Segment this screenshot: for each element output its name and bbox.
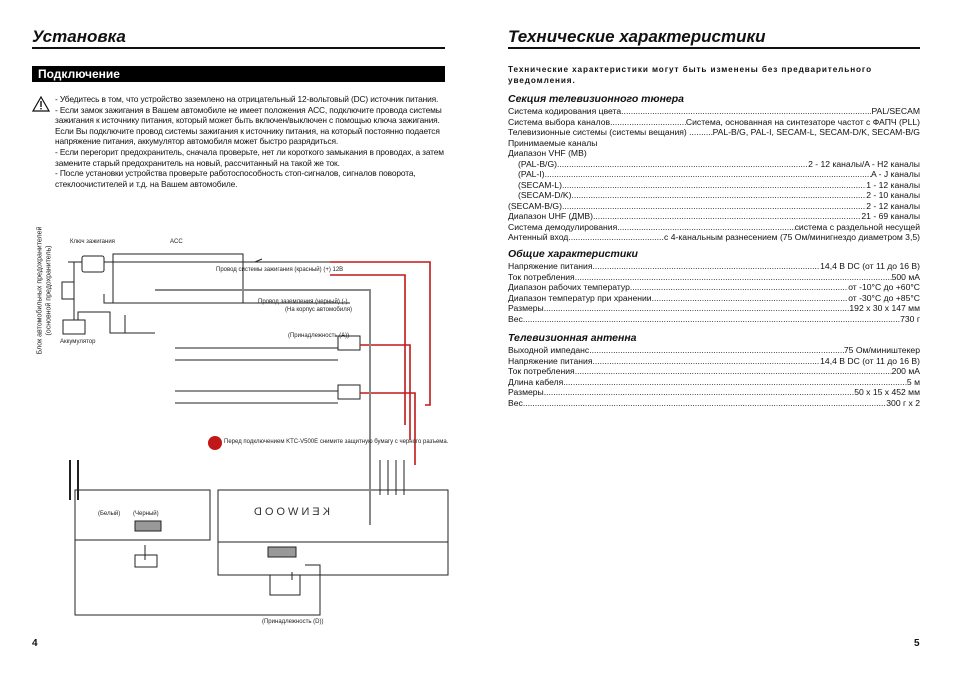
spec-label: Напряжение питания [508,355,593,366]
notice-label: Перед подключением KTC-V500E снимите защитную бумагу с черного разъема. [224,439,449,445]
spec-section-tuner [508,93,920,243]
dot-leader [571,190,866,201]
warning-text [55,94,447,189]
spec-label: Размеры [508,387,544,397]
spec-row [508,356,920,367]
dot-leader [593,356,821,367]
spec-value: 14,4 В DC (от 11 до 16 В) [820,355,920,366]
spec-label: (SECAM-D/K) [518,190,572,200]
dot-leader [589,345,844,356]
accessory-d-label: (Принадлежность (D)) [262,619,324,625]
spec-row [508,117,920,128]
kenwood-unit [218,490,448,575]
spec-label: (PAL-B/G) [518,158,557,169]
spec-value: 300 г x 2 [886,397,920,408]
warning-paragraph: - После установки устройства проверьте работоспособность стоп-сигналов, сигналов поворота, стеклоочистителей и т.д. на Вашем автомобиле. [55,168,416,189]
spec-label: Антенный вход [508,232,569,242]
warning-paragraph: - Убедитесь в том, что устройство заземлено на отрицательный 12-вольтовый (DC) источник питания. [55,94,439,104]
spec-row [508,148,920,159]
spec-row [508,180,920,191]
spec-label: Диапазон VHF (МВ) [508,148,587,158]
dot-leader [562,201,866,212]
section-heading: Общие характеристики [508,248,638,260]
spec-label: Ток потребления [508,271,575,282]
spec-value: 5 м [906,376,920,387]
spec-value: PAL-B/G, PAL-I, SECAM-L, SECAM-D/K, SECAM-B/G [712,127,920,137]
dot-leader [630,282,848,293]
page-title-installation: Установка [32,27,126,46]
dot-leader [568,232,664,243]
spec-row [508,169,920,180]
dot-leader [692,127,713,138]
dot-leader [575,366,892,377]
dot-leader [545,169,871,180]
dot-leader [562,180,866,191]
warning-icon [32,96,50,112]
wiring-diagram [30,225,450,635]
spec-value: 730 г [900,313,920,324]
spec-value: PAL/SECAM [871,106,920,116]
acc-label: ACC [170,239,183,245]
warning-paragraph: - Если замок зажигания в Вашем автомобиле не имеет положения ACC, подключите провода системы зажигания к источнику питания, который может быть включен/выключен с помощью ключа зажигания. Если Вы подключите провод системы зажигания к источнику питания, на который постоянно подается напряжение питания, аккумулятор автомобиля может быстро разрядиться. [55,104,442,147]
spec-row [508,190,920,201]
dot-leader [610,117,686,128]
spec-value: 14,4 В DC (от 11 до 16 В) [820,261,920,271]
battery-label: Аккумулятор [60,339,96,345]
spec-section-antenna [508,332,920,408]
title-rule [508,47,920,49]
spec-label: Телевизионные системы (системы вещания) . [508,127,692,137]
dot-leader [523,398,886,409]
spec-label: Вес [508,313,523,324]
spec-value: 2 - 12 каналы/A - H2 каналы [808,158,920,169]
spec-value: 21 - 69 каналы [861,211,920,221]
section-bar-connection: Подключение [32,66,445,82]
spec-row [508,282,920,293]
spec-value: 192 x 30 x 147 мм [849,303,920,313]
spec-label: Длина кабеля [508,376,564,387]
protective-paper-icon [208,436,222,450]
spec-section-general [508,248,920,324]
page-title-specifications: Технические характеристики [508,27,766,46]
battery-icon [63,320,85,334]
spec-row [508,345,920,356]
spec-row [508,398,920,409]
spec-row [508,222,920,233]
spec-row [508,201,920,212]
page-number: 5 [914,638,920,649]
dot-leader [593,211,861,222]
spec-value: 2 - 12 каналы [866,200,920,211]
dot-leader [652,293,849,304]
spec-label: Принимаемые каналы [508,137,598,148]
dot-leader [557,159,808,170]
spec-value: 500 мА [891,271,920,282]
fuse-icon [62,282,74,299]
dot-leader [523,314,900,325]
spec-value: 75 Ом/миништекер [843,345,920,355]
spec-label: Система кодирования цвета [508,106,622,116]
spec-row [508,366,920,377]
spec-row [508,138,920,149]
spec-value: от -10°C до +60°C [848,282,920,292]
spec-row [508,232,920,243]
spec-label: Диапазон температур при хранении [508,292,652,303]
spec-value: система с раздельной несущей [794,221,920,232]
accessory-a-label: (Принадлежность (A)) [288,333,350,339]
spec-label: Система выбора каналов [508,116,611,127]
spec-label: Диапазон рабочих температур [508,282,630,292]
spec-value: от -30°C до +85°C [848,292,920,303]
spec-row [508,127,920,138]
spec-label: (SECAM-L) [518,179,562,190]
spec-label: (PAL-I) [518,169,545,179]
spec-row [508,159,920,170]
white-connector-label: (Белый) [98,511,121,517]
dot-leader [593,261,821,272]
spec-value: 50 x 15 x 452 мм [854,387,920,397]
ignition-key-label: Ключ зажигания [70,239,115,245]
spec-row [508,303,920,314]
spec-row [508,314,920,325]
warning-paragraph: - Если перегорит предохранитель, сначала проверьте, нет ли короткого замыкания в проводах, а затем замените старый предохранитель на новый, рассчитанный на такой же ток. [55,146,444,168]
spec-value: 200 мА [891,366,920,376]
spec-label: Диапазон UHF (ДМВ) [508,211,593,221]
kenwood-logo: KENWOOD [250,506,330,518]
spec-row [508,387,920,398]
dot-leader [621,106,871,117]
spec-value: A - J каналы [870,169,920,179]
dot-leader [575,272,892,283]
title-rule [32,47,445,49]
dot-leader [563,377,907,388]
spec-label: Система демодулирования [508,221,618,232]
spec-value: Система, основанная на синтезаторе частот с ФАПЧ (PLL) [685,116,920,127]
page-number: 4 [32,638,38,649]
ignition-key-icon [82,256,104,272]
spec-label: Выходной импеданс [508,345,590,355]
ground-wire-label: Провод заземления (черный) (-) [258,299,348,305]
spec-row [508,106,920,117]
spec-row [508,211,920,222]
spec-label: Ток потребления [508,366,575,376]
spec-row [508,293,920,304]
spec-row [508,272,920,283]
fuse-box-label: Блок автомобильных предохранителей (основной предохранитель) [36,226,52,355]
spec-label: Размеры [508,303,544,313]
dot-leader [617,222,794,233]
spec-value: 2 - 10 каналы [866,190,920,200]
black-connector-label: (Черный) [133,511,159,517]
ignition-wire-label: Провод системы зажигания (красный) (+) 12В [216,267,344,273]
spec-row [508,261,920,272]
acc-box [113,254,243,303]
ground-wire-note: (На корпус автомобиля) [285,307,352,313]
spec-row [508,377,920,388]
dot-leader [544,303,850,314]
spec-label: Вес [508,397,523,408]
spec-change-note: Технические характеристики могут быть изменены без предварительного уведомления. [508,65,873,85]
section-heading: Телевизионная антенна [508,332,637,344]
spec-label: Напряжение питания [508,261,593,271]
section-heading: Секция телевизионного тюнера [508,93,685,105]
spec-label: (SECAM-B/G) [508,200,562,211]
spec-value: с 4-канальным разнесением (75 Ом/минигнездо диаметром 3,5) [664,232,920,242]
dot-leader [544,387,854,398]
spec-value: 1 - 12 каналы [866,179,920,190]
